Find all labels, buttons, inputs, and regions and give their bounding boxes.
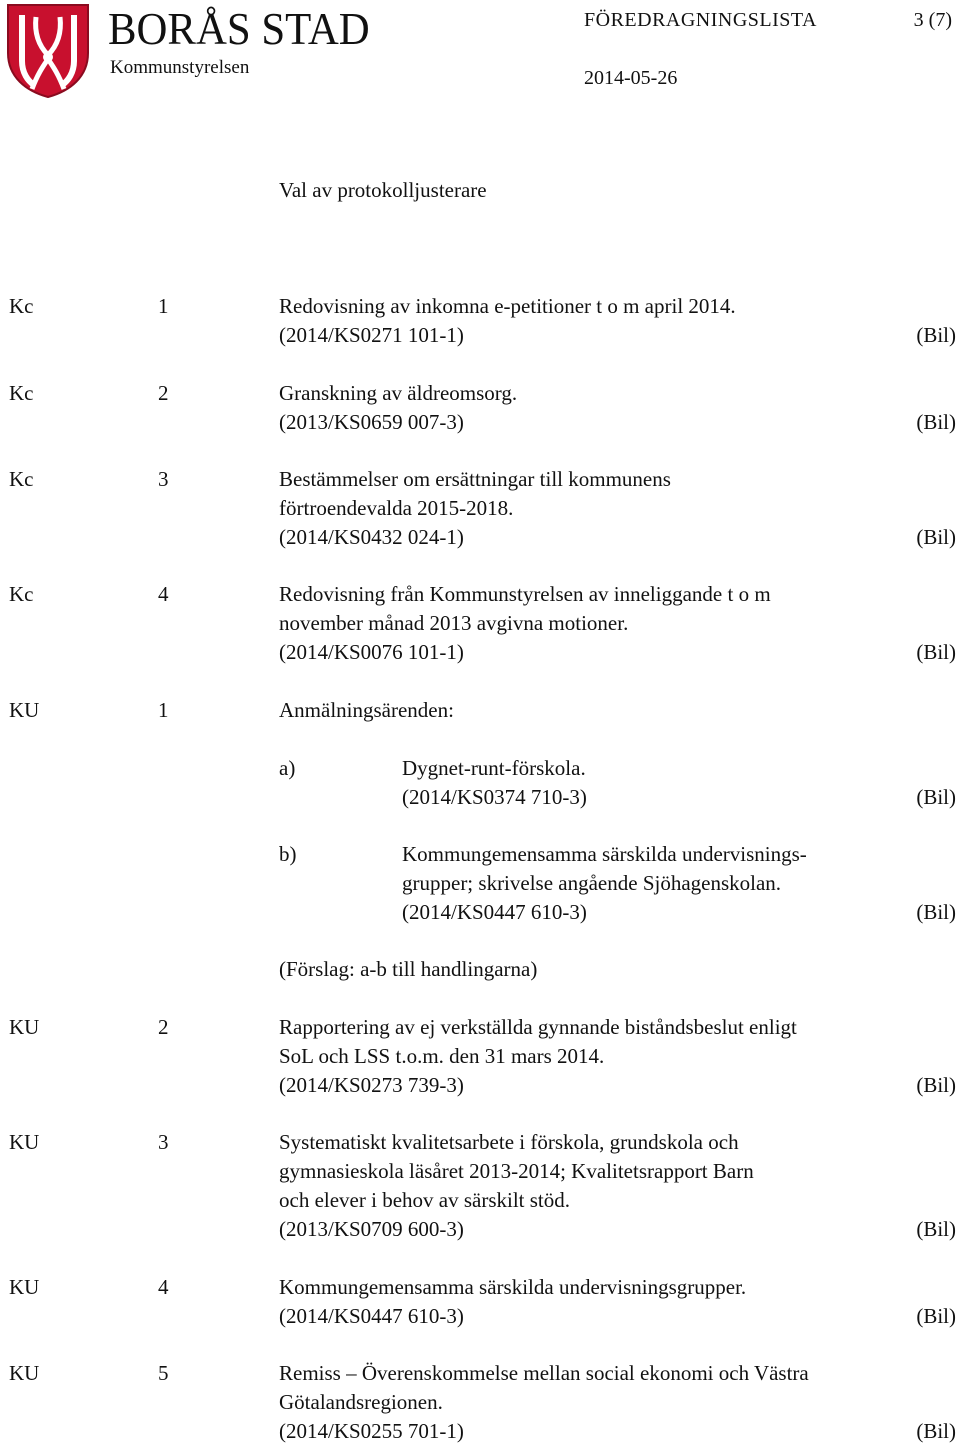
item-reference: (2014/KS0076 101-1) xyxy=(279,640,464,664)
item-line: gymnasieskola läsåret 2013-2014; Kvalitetsrapport Barn xyxy=(279,1159,754,1183)
sub-item-letter: a) xyxy=(279,756,296,780)
item-line: Anmälningsärenden: xyxy=(279,698,454,722)
attachment-marker: (Bil) xyxy=(916,1304,956,1328)
item-number: 5 xyxy=(158,1361,169,1385)
sub-item-letter: b) xyxy=(279,842,297,866)
item-text xyxy=(279,1128,909,1244)
item-code: Kc xyxy=(9,467,34,491)
item-number: 3 xyxy=(158,467,169,491)
item-text xyxy=(279,465,909,552)
item-reference: (2014/KS0447 610-3) xyxy=(279,1304,464,1328)
attachment-marker: (Bil) xyxy=(916,1217,956,1241)
item-line: Systematiskt kvalitetsarbete i förskola, grundskola och xyxy=(279,1130,739,1154)
item-number: 4 xyxy=(158,1275,169,1299)
item-number: 4 xyxy=(158,582,169,606)
sub-item-line: Dygnet-runt-förskola. xyxy=(402,756,586,780)
item-line: Redovisning från Kommunstyrelsen av inneliggande t o m xyxy=(279,582,771,606)
attachment-marker: (Bil) xyxy=(916,525,956,549)
item-number: 2 xyxy=(158,381,169,405)
attachment-marker: (Bil) xyxy=(916,323,956,347)
item-line: Granskning av äldreomsorg. xyxy=(279,381,518,405)
item-text xyxy=(279,1013,909,1100)
org-subtitle: Kommunstyrelsen xyxy=(110,57,250,78)
item-number: 3 xyxy=(158,1130,169,1154)
item-reference: (2013/KS0709 600-3) xyxy=(279,1217,464,1241)
item-number: 1 xyxy=(158,294,169,318)
item-line: Götalandsregionen. xyxy=(279,1390,443,1414)
item-reference: (2014/KS0273 739-3) xyxy=(279,1073,464,1097)
item-reference: (2014/KS0271 101-1) xyxy=(279,323,464,347)
item-line: Bestämmelser om ersättningar till kommunens xyxy=(279,467,671,491)
sub-item-line: grupper; skrivelse angående Sjöhagenskolan. xyxy=(402,871,782,895)
attachment-marker: (Bil) xyxy=(916,640,956,664)
item-text xyxy=(279,292,909,350)
sub-item-text xyxy=(402,754,902,812)
item-code: KU xyxy=(9,698,40,722)
sub-item-reference: (2014/KS0374 710-3) xyxy=(402,785,587,809)
item-code: KU xyxy=(9,1275,40,1299)
attachment-marker: (Bil) xyxy=(916,785,956,809)
item-code: Kc xyxy=(9,294,34,318)
coat-of-arms-icon xyxy=(6,3,90,99)
item-line: SoL och LSS t.o.m. den 31 mars 2014. xyxy=(279,1044,605,1068)
item-text xyxy=(279,379,909,437)
item-text xyxy=(279,580,909,667)
item-text xyxy=(279,1273,909,1331)
item-text xyxy=(279,696,909,725)
item-reference: (2014/KS0255 701-1) xyxy=(279,1419,464,1443)
intro-heading: Val av protokolljusterare xyxy=(279,178,487,202)
document-type: FÖREDRAGNINGSLISTA xyxy=(584,9,817,31)
sub-item-reference: (2014/KS0447 610-3) xyxy=(402,900,587,924)
item-line: november månad 2013 avgivna motioner. xyxy=(279,611,629,635)
item-number: 2 xyxy=(158,1015,169,1039)
attachment-marker: (Bil) xyxy=(916,1419,956,1443)
item-line: och elever i behov av särskilt stöd. xyxy=(279,1188,571,1212)
item-line: Redovisning av inkomna e-petitioner t o m april 2014. xyxy=(279,294,736,318)
page-number: 3 (7) xyxy=(913,9,952,31)
item-code: KU xyxy=(9,1361,40,1385)
item-reference: (2014/KS0432 024-1) xyxy=(279,525,464,549)
item-code: KU xyxy=(9,1130,40,1154)
org-name: BORÅS STAD xyxy=(108,3,370,54)
item-line: Rapportering av ej verkställda gynnande biståndsbeslut enligt xyxy=(279,1015,797,1039)
item-code: Kc xyxy=(9,582,34,606)
sub-item-line: Kommungemensamma särskilda undervisnings- xyxy=(402,842,807,866)
item-number: 1 xyxy=(158,698,169,722)
item-line: Kommungemensamma särskilda undervisningsgrupper. xyxy=(279,1275,747,1299)
item-code: Kc xyxy=(9,381,34,405)
proposal-note: (Förslag: a-b till handlingarna) xyxy=(279,957,538,981)
item-code: KU xyxy=(9,1015,40,1039)
attachment-marker: (Bil) xyxy=(916,1073,956,1097)
item-reference: (2013/KS0659 007-3) xyxy=(279,410,464,434)
item-text xyxy=(279,1359,909,1446)
item-line: Remiss – Överenskommelse mellan social ekonomi och Västra xyxy=(279,1361,809,1385)
attachment-marker: (Bil) xyxy=(916,410,956,434)
sub-item-text xyxy=(402,840,902,927)
attachment-marker: (Bil) xyxy=(916,900,956,924)
item-line: förtroendevalda 2015-2018. xyxy=(279,496,514,520)
document-date: 2014-05-26 xyxy=(584,67,678,89)
